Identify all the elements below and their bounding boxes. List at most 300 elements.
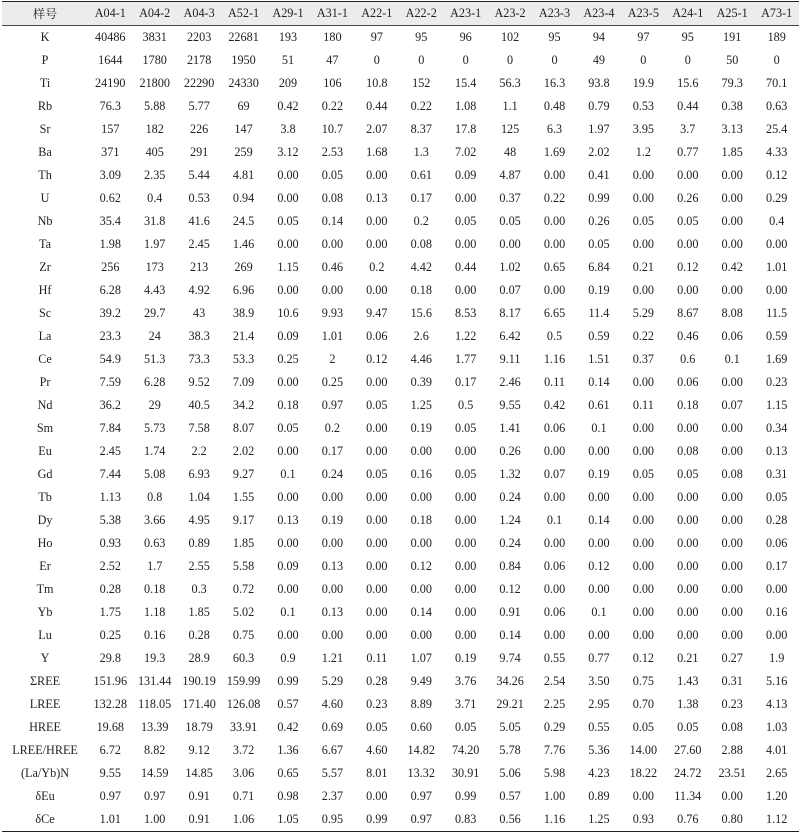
value-cell: 0.06 bbox=[677, 375, 699, 389]
value-cell: 0.6 bbox=[680, 352, 696, 366]
value-cell: 19.9 bbox=[632, 76, 655, 90]
value-cell: 5.29 bbox=[632, 306, 655, 320]
value-cell: 0.00 bbox=[366, 168, 388, 182]
value-cell: 0.65 bbox=[277, 766, 299, 780]
value-cell: 0 bbox=[773, 53, 780, 67]
value-cell: 22681 bbox=[228, 30, 259, 44]
table-row bbox=[2, 762, 799, 785]
value-cell: 0.44 bbox=[366, 99, 388, 113]
table-row bbox=[2, 463, 799, 486]
value-cell: 0.12 bbox=[632, 651, 655, 665]
value-cell: 0.69 bbox=[321, 720, 344, 734]
value-cell: 0.39 bbox=[410, 375, 432, 389]
value-cell: 9.47 bbox=[366, 306, 388, 320]
value-cell: 0.05 bbox=[499, 214, 521, 228]
value-cell: 1.18 bbox=[144, 605, 166, 619]
value-cell: 7.84 bbox=[99, 421, 121, 435]
value-cell: 0.4 bbox=[147, 191, 163, 205]
value-cell: 0.42 bbox=[277, 99, 299, 113]
value-cell: 1.3 bbox=[413, 145, 429, 159]
value-cell: 25.4 bbox=[766, 122, 788, 136]
value-cell: 0.00 bbox=[366, 536, 388, 550]
value-cell: 0 bbox=[418, 53, 425, 67]
value-cell: 1.07 bbox=[410, 651, 432, 665]
value-cell: 0.26 bbox=[677, 191, 699, 205]
value-cell: 9.93 bbox=[321, 306, 344, 320]
value-cell: 11.5 bbox=[766, 306, 788, 320]
value-cell: 1.02 bbox=[499, 260, 521, 274]
value-cell: 0.80 bbox=[710, 808, 754, 832]
value-cell: 1780 bbox=[142, 53, 167, 67]
value-cell: 1.98 bbox=[99, 237, 121, 251]
value-cell: 0.19 bbox=[588, 467, 610, 481]
value-cell: 2.25 bbox=[543, 697, 566, 711]
value-cell: 0.83 bbox=[443, 808, 487, 832]
value-cell: 2.53 bbox=[321, 145, 344, 159]
value-cell: 0.00 bbox=[721, 168, 743, 182]
value-cell: 47 bbox=[326, 53, 339, 67]
value-cell: 4.60 bbox=[366, 743, 388, 757]
value-cell: 4.01 bbox=[766, 743, 788, 757]
value-cell: 126.08 bbox=[226, 697, 261, 711]
value-cell: 0.00 bbox=[277, 168, 299, 182]
value-cell: 6.28 bbox=[144, 375, 166, 389]
value-cell: 31.8 bbox=[144, 214, 166, 228]
value-cell: 0.05 bbox=[277, 421, 299, 435]
value-cell: 0.00 bbox=[677, 513, 699, 527]
value-cell: 0.00 bbox=[410, 536, 432, 550]
value-cell: 1.69 bbox=[543, 145, 566, 159]
value-cell: 226 bbox=[189, 122, 209, 136]
value-cell: 0.97 bbox=[99, 789, 121, 803]
value-cell: 2.37 bbox=[321, 789, 344, 803]
row-label-cell: δEu bbox=[35, 789, 55, 803]
value-cell: 29 bbox=[148, 398, 161, 412]
value-cell: 4.95 bbox=[188, 513, 210, 527]
value-cell: 0.00 bbox=[721, 214, 743, 228]
value-cell: 0.00 bbox=[677, 237, 699, 251]
value-cell: 0.27 bbox=[721, 651, 743, 665]
value-cell: 0.00 bbox=[588, 490, 610, 504]
value-cell: 2.02 bbox=[232, 444, 255, 458]
value-cell: 0.00 bbox=[677, 168, 699, 182]
value-cell: 18.79 bbox=[185, 720, 213, 734]
value-cell: 0.21 bbox=[632, 260, 655, 274]
value-cell: 23.3 bbox=[99, 329, 121, 343]
value-cell: 0.00 bbox=[543, 490, 566, 504]
value-cell: 6.67 bbox=[321, 743, 344, 757]
value-cell: 0.00 bbox=[366, 605, 388, 619]
value-cell: 6.3 bbox=[546, 122, 563, 136]
table-row bbox=[2, 578, 799, 601]
value-cell: 5.02 bbox=[232, 605, 255, 619]
value-cell: 118.05 bbox=[138, 697, 172, 711]
table-header bbox=[2, 2, 799, 26]
table-row bbox=[2, 95, 799, 118]
value-cell: 0.5 bbox=[546, 329, 563, 343]
value-cell: 0.25 bbox=[99, 628, 121, 642]
value-cell: 5.29 bbox=[321, 674, 344, 688]
value-cell: 4.46 bbox=[410, 352, 432, 366]
value-cell: 23.51 bbox=[718, 766, 746, 780]
value-cell: 4.87 bbox=[499, 168, 521, 182]
value-cell: 0.70 bbox=[632, 697, 655, 711]
value-cell: 9.55 bbox=[499, 398, 521, 412]
table-row bbox=[2, 532, 799, 555]
value-cell: 0.05 bbox=[588, 237, 610, 251]
value-cell: 15.6 bbox=[677, 76, 699, 90]
value-cell: 0.07 bbox=[543, 467, 566, 481]
value-cell: 0.00 bbox=[632, 444, 655, 458]
value-cell: 1.04 bbox=[188, 490, 210, 504]
value-cell: 1.00 bbox=[133, 808, 177, 832]
value-cell: 0.08 bbox=[410, 237, 432, 251]
value-cell: 0.37 bbox=[632, 352, 655, 366]
value-cell: 1.74 bbox=[144, 444, 166, 458]
value-cell: 190.19 bbox=[182, 674, 216, 688]
value-cell: 0.38 bbox=[721, 99, 743, 113]
value-cell: 1.03 bbox=[766, 720, 788, 734]
header-cell-sample: A25-1 bbox=[710, 2, 754, 26]
value-cell: 8.53 bbox=[455, 306, 477, 320]
value-cell: 9.12 bbox=[188, 743, 210, 757]
value-cell: 1.16 bbox=[532, 808, 576, 832]
header-cell-sample: A24-1 bbox=[666, 2, 710, 26]
value-cell: 70.1 bbox=[766, 76, 788, 90]
value-cell: 0.00 bbox=[277, 237, 299, 251]
value-cell: 3.7 bbox=[680, 122, 696, 136]
value-cell: 5.73 bbox=[144, 421, 166, 435]
value-cell: 14.00 bbox=[629, 743, 658, 757]
value-cell: 0.22 bbox=[410, 99, 432, 113]
row-label-cell: LREE/HREE bbox=[12, 743, 78, 757]
row-label-cell: Sr bbox=[39, 122, 51, 136]
value-cell: 1.97 bbox=[588, 122, 610, 136]
value-cell: 0.1 bbox=[280, 605, 296, 619]
value-cell: 131.44 bbox=[137, 674, 172, 688]
value-cell: 0.61 bbox=[588, 398, 610, 412]
value-cell: 0.05 bbox=[632, 467, 655, 481]
value-cell: 0.17 bbox=[766, 559, 788, 573]
value-cell: 1.77 bbox=[455, 352, 477, 366]
value-cell: 38.9 bbox=[232, 306, 255, 320]
table-row bbox=[2, 348, 799, 371]
value-cell: 27.60 bbox=[674, 743, 702, 757]
value-cell: 0.26 bbox=[588, 214, 610, 228]
value-cell: 1.68 bbox=[366, 145, 388, 159]
value-cell: 0.14 bbox=[321, 214, 344, 228]
value-cell: 51.3 bbox=[144, 352, 166, 366]
value-cell: 0.00 bbox=[632, 237, 655, 251]
value-cell: 0.00 bbox=[366, 421, 388, 435]
value-cell: 0 bbox=[373, 53, 380, 67]
value-cell: 2 bbox=[329, 352, 336, 366]
value-cell: 28.9 bbox=[188, 651, 210, 665]
value-cell: 0.00 bbox=[410, 582, 432, 596]
value-cell: 0.72 bbox=[232, 582, 255, 596]
value-cell: 3.09 bbox=[99, 168, 121, 182]
value-cell: 0.00 bbox=[277, 191, 299, 205]
value-cell: 0.12 bbox=[677, 260, 699, 274]
value-cell: 147 bbox=[234, 122, 253, 136]
header-cell-sample: A73-1 bbox=[754, 2, 799, 26]
value-cell: 0.00 bbox=[721, 536, 743, 550]
value-cell: 2.65 bbox=[766, 766, 788, 780]
value-cell: 3.71 bbox=[455, 697, 477, 711]
row-label-cell: U bbox=[40, 191, 50, 205]
value-cell: 1950 bbox=[231, 53, 256, 67]
value-cell: 0.12 bbox=[766, 168, 788, 182]
value-cell: 9.74 bbox=[499, 651, 521, 665]
value-cell: 0.18 bbox=[277, 398, 299, 412]
row-label-cell: HREE bbox=[29, 720, 61, 734]
table-row bbox=[2, 555, 799, 578]
value-cell: 0 bbox=[462, 53, 469, 67]
value-cell: 39.2 bbox=[99, 306, 121, 320]
value-cell: 259 bbox=[234, 145, 253, 159]
table-row bbox=[2, 693, 799, 716]
value-cell: 3.06 bbox=[232, 766, 255, 780]
value-cell: 4.81 bbox=[232, 168, 255, 182]
value-cell: 11.4 bbox=[588, 306, 610, 320]
value-cell: 2.54 bbox=[543, 674, 566, 688]
value-cell: 0.00 bbox=[632, 168, 655, 182]
value-cell: 0.00 bbox=[543, 582, 566, 596]
value-cell: 0.11 bbox=[544, 375, 565, 389]
value-cell: 0.19 bbox=[455, 651, 477, 665]
value-cell: 0.00 bbox=[321, 536, 344, 550]
value-cell: 0.24 bbox=[321, 467, 344, 481]
value-cell: 0.61 bbox=[410, 168, 432, 182]
value-cell: 11.34 bbox=[674, 789, 702, 803]
value-cell: 0.97 bbox=[321, 398, 344, 412]
value-cell: 0.1 bbox=[591, 421, 607, 435]
table-row bbox=[2, 72, 799, 95]
value-cell: 0.00 bbox=[321, 628, 344, 642]
value-cell: 0.00 bbox=[455, 536, 477, 550]
table-row bbox=[2, 486, 799, 509]
value-cell: 0.00 bbox=[677, 605, 699, 619]
value-cell: 125 bbox=[500, 122, 520, 136]
value-cell: 17.8 bbox=[455, 122, 477, 136]
value-cell: 0.28 bbox=[188, 628, 210, 642]
value-cell: 0.34 bbox=[766, 421, 788, 435]
value-cell: 0.00 bbox=[721, 559, 743, 573]
row-label-cell: δCe bbox=[2, 808, 88, 832]
value-cell: 1.24 bbox=[499, 513, 521, 527]
value-cell: 24190 bbox=[95, 76, 126, 90]
value-cell: 0.00 bbox=[455, 582, 477, 596]
value-cell: 1.38 bbox=[677, 697, 699, 711]
value-cell: 1.9 bbox=[769, 651, 785, 665]
value-cell: 0.12 bbox=[499, 582, 521, 596]
value-cell: 9.49 bbox=[410, 674, 432, 688]
value-cell: 13.39 bbox=[141, 720, 169, 734]
value-cell: 0.23 bbox=[721, 697, 743, 711]
value-cell: 93.8 bbox=[588, 76, 610, 90]
header-cell-sample: A23-2 bbox=[488, 2, 532, 26]
value-cell: 3.95 bbox=[632, 122, 655, 136]
value-cell: 53.3 bbox=[232, 352, 255, 366]
value-cell: 0.00 bbox=[410, 490, 432, 504]
row-label-cell: P bbox=[41, 53, 49, 67]
value-cell: 0.00 bbox=[410, 628, 432, 642]
value-cell: 5.77 bbox=[188, 99, 210, 113]
value-cell: 0.00 bbox=[366, 582, 388, 596]
value-cell: 0.14 bbox=[410, 605, 432, 619]
row-label-cell: Dy bbox=[37, 513, 53, 527]
value-cell: 0.2 bbox=[413, 214, 429, 228]
value-cell: 0.05 bbox=[632, 720, 655, 734]
value-cell: 24330 bbox=[228, 76, 259, 90]
value-cell: 14.59 bbox=[141, 766, 169, 780]
value-cell: 0.31 bbox=[721, 674, 743, 688]
value-cell: 4.43 bbox=[144, 283, 166, 297]
value-cell: 0.06 bbox=[543, 559, 566, 573]
value-cell: 1.25 bbox=[577, 808, 621, 832]
value-cell: 0.00 bbox=[766, 582, 788, 596]
value-cell: 0.55 bbox=[543, 651, 566, 665]
value-cell: 0.05 bbox=[455, 214, 477, 228]
value-cell: 8.01 bbox=[366, 766, 388, 780]
value-cell: 0.00 bbox=[721, 513, 743, 527]
value-cell: 0.06 bbox=[766, 536, 788, 550]
value-cell: 0.53 bbox=[188, 191, 210, 205]
value-cell: 8.17 bbox=[499, 306, 521, 320]
value-cell: 213 bbox=[189, 260, 209, 274]
value-cell: 0.00 bbox=[632, 582, 655, 596]
row-label-cell: (La/Yb)N bbox=[21, 766, 70, 780]
value-cell: 5.88 bbox=[144, 99, 166, 113]
value-cell: 0.05 bbox=[366, 720, 388, 734]
value-cell: 1.7 bbox=[147, 559, 163, 573]
value-cell: 50 bbox=[726, 53, 739, 67]
header-cell-sample-label: 样号 bbox=[2, 2, 88, 26]
value-cell: 0.59 bbox=[588, 329, 610, 343]
value-cell: 0.00 bbox=[543, 283, 566, 297]
value-cell: 0.19 bbox=[588, 283, 610, 297]
value-cell: 1.01 bbox=[766, 260, 788, 274]
value-cell: 7.44 bbox=[99, 467, 121, 481]
value-cell: 0.00 bbox=[632, 421, 655, 435]
value-cell: 0.62 bbox=[99, 191, 121, 205]
value-cell: 102 bbox=[500, 30, 520, 44]
value-cell: 0.00 bbox=[366, 214, 388, 228]
table-row bbox=[2, 670, 799, 693]
value-cell: 0.60 bbox=[410, 720, 432, 734]
value-cell: 0.17 bbox=[321, 444, 344, 458]
value-cell: 4.13 bbox=[766, 697, 788, 711]
value-cell: 0.12 bbox=[366, 352, 388, 366]
value-cell: 74.20 bbox=[451, 743, 480, 757]
value-cell: 38.3 bbox=[188, 329, 210, 343]
value-cell: 2.95 bbox=[588, 697, 610, 711]
row-label-cell: Tb bbox=[38, 490, 52, 504]
value-cell: 0.75 bbox=[632, 674, 655, 688]
value-cell: 0.00 bbox=[632, 513, 655, 527]
value-cell: 0.79 bbox=[588, 99, 610, 113]
value-cell: 6.84 bbox=[588, 260, 610, 274]
value-cell: 0.00 bbox=[455, 444, 477, 458]
value-cell: 0.00 bbox=[366, 237, 388, 251]
value-cell: 0.76 bbox=[666, 808, 710, 832]
row-label-cell: Er bbox=[39, 559, 51, 573]
row-label-cell: Nd bbox=[37, 398, 53, 412]
value-cell: 96 bbox=[459, 30, 472, 44]
value-cell: 0.00 bbox=[277, 628, 299, 642]
value-cell: 0.26 bbox=[499, 444, 521, 458]
value-cell: 1.85 bbox=[721, 145, 743, 159]
value-cell: 8.89 bbox=[410, 697, 432, 711]
value-cell: 10.6 bbox=[277, 306, 299, 320]
table-row bbox=[2, 256, 799, 279]
value-cell: 0.29 bbox=[543, 720, 566, 734]
value-cell: 51 bbox=[281, 53, 295, 67]
value-cell: 405 bbox=[145, 145, 164, 159]
value-cell: 0.00 bbox=[721, 789, 743, 803]
value-cell: 0.28 bbox=[366, 674, 388, 688]
row-label-cell: K bbox=[40, 30, 50, 44]
table-row bbox=[2, 49, 799, 72]
value-cell: 0.94 bbox=[232, 191, 255, 205]
row-label-cell: Gd bbox=[37, 467, 53, 481]
value-cell: 0.08 bbox=[721, 467, 743, 481]
value-cell: 0.24 bbox=[499, 536, 521, 550]
header-cell-sample: A31-1 bbox=[310, 2, 354, 26]
table-row bbox=[2, 440, 799, 463]
value-cell: 0.89 bbox=[188, 536, 210, 550]
value-cell: 189 bbox=[767, 30, 786, 44]
value-cell: 1.22 bbox=[455, 329, 477, 343]
value-cell: 0.00 bbox=[455, 490, 477, 504]
value-cell: 8.37 bbox=[410, 122, 432, 136]
value-cell: 2.6 bbox=[413, 329, 429, 343]
value-cell: 0.17 bbox=[410, 191, 432, 205]
value-cell: 0.00 bbox=[455, 559, 477, 573]
row-label-cell: Ta bbox=[39, 237, 52, 251]
value-cell: 0.00 bbox=[455, 283, 477, 297]
value-cell: 3.8 bbox=[280, 122, 296, 136]
row-label-cell: La bbox=[38, 329, 52, 343]
value-cell: 0.24 bbox=[499, 490, 521, 504]
value-cell: 0.59 bbox=[766, 329, 788, 343]
value-cell: 1.01 bbox=[321, 329, 344, 343]
value-cell: 0.93 bbox=[99, 536, 121, 550]
value-cell: 0.28 bbox=[99, 582, 121, 596]
value-cell: 0.9 bbox=[280, 651, 296, 665]
value-cell: 6.65 bbox=[543, 306, 566, 320]
row-label-cell: Ho bbox=[37, 536, 53, 550]
value-cell: 7.59 bbox=[99, 375, 121, 389]
value-cell: 7.58 bbox=[188, 421, 210, 435]
value-cell: 1.21 bbox=[321, 651, 344, 665]
value-cell: 0.98 bbox=[277, 789, 299, 803]
value-cell: 3.50 bbox=[588, 674, 610, 688]
value-cell: 0.00 bbox=[632, 490, 655, 504]
value-cell: 0.00 bbox=[543, 536, 566, 550]
value-cell: 0.00 bbox=[543, 444, 566, 458]
value-cell: 0.42 bbox=[543, 398, 566, 412]
value-cell: 40.5 bbox=[188, 398, 210, 412]
value-cell: 0.16 bbox=[410, 467, 432, 481]
value-cell: 5.08 bbox=[144, 467, 166, 481]
value-cell: 0.05 bbox=[677, 467, 699, 481]
value-cell: 0.00 bbox=[277, 490, 299, 504]
table-row bbox=[2, 509, 799, 532]
value-cell: 0.00 bbox=[366, 628, 388, 642]
value-cell: 73.3 bbox=[188, 352, 210, 366]
header-cell-sample: A52-1 bbox=[221, 2, 265, 26]
